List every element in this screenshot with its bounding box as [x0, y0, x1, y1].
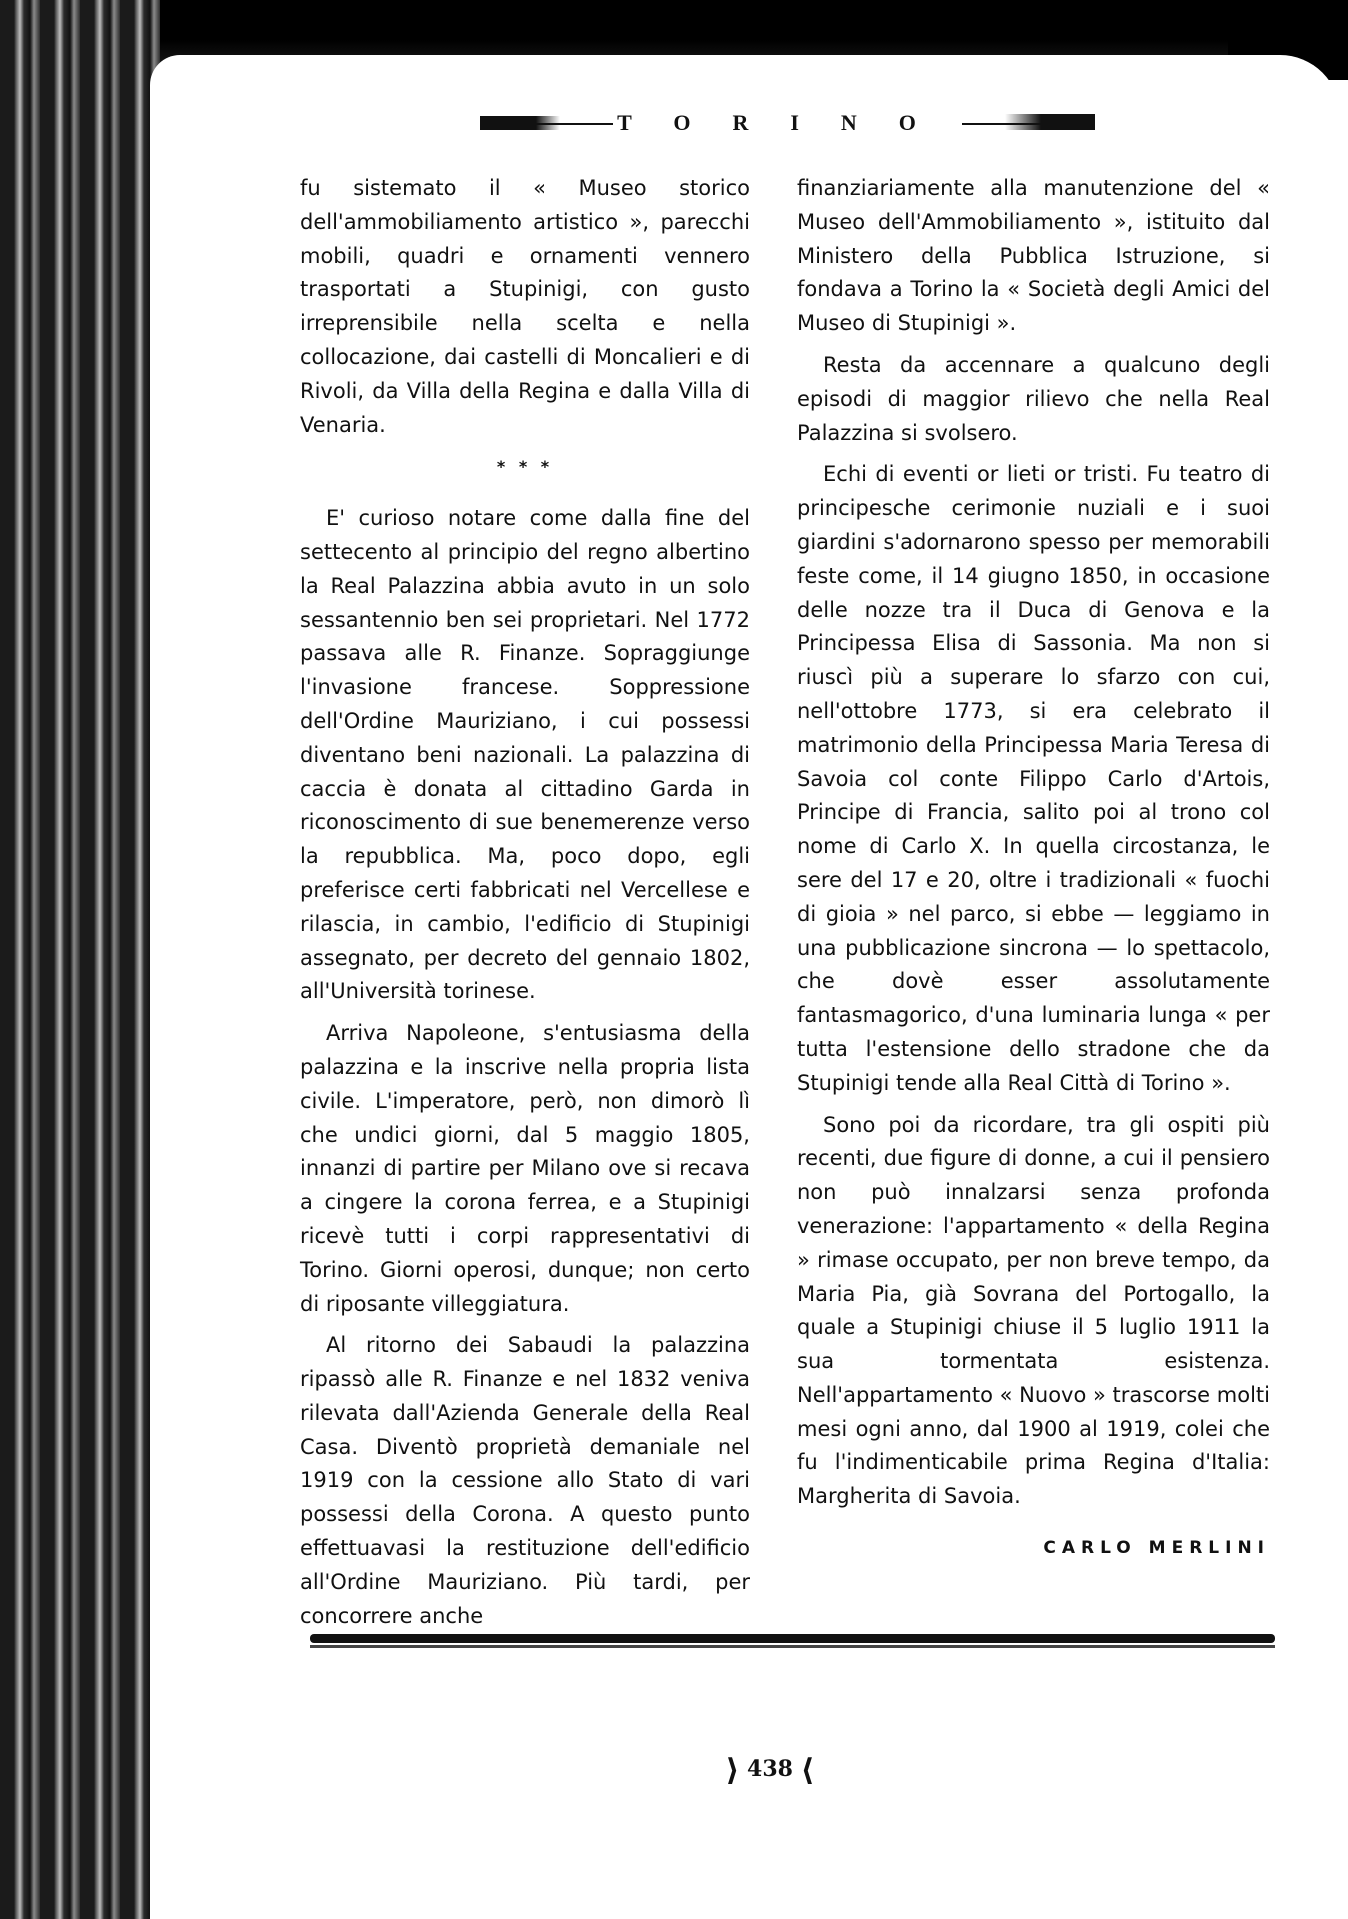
paragraph: E' curioso notare come dalla fine del settecento al principio del regno albertino la Real Palazzina abbia avuto in un solo sessantennio ben sei proprietari. Nel 1772 passava alle R. Finanze. Sopraggiunge l'invasione francese. Soppressione dell'Ordine Mauriziano, i cui possessi diventano beni nazionali. La palazzina di caccia è donata al cittadino Garda in riconoscimento di sue benemerenze verso la repubblica. Ma, poco dopo, egli preferisce certi fabbricati nel Vercellese e rilascia, in cambio, l'edificio di Stupinigi assegnato, per decreto del gennaio 1802, all'Università torinese.	[300, 506, 750, 1004]
section-separator: * * *	[496, 457, 554, 477]
page-number	[720, 1753, 820, 1788]
paragraph: Arriva Napoleone, s'entusiasma della palazzina e la inscrive nella propria lista civile. L'imperatore, però, non dimorò lì che undici giorni, dal 5 maggio 1805, innanzi di partire per Milano ove si recava a cingere la corona ferrea, e a Stupinigi ricevè tutti i corpi rappresentativi di Torino. Giorni operosi, dunque; non certo di riposante villeggiatura.	[300, 1021, 750, 1316]
author-signature: CARLO MERLINI	[1043, 1538, 1270, 1559]
left-column	[300, 172, 750, 1633]
left-bracket-icon: ⟩	[725, 1753, 740, 1788]
paragraph: Resta da accennare a qualcuno degli episodi di maggior rilievo che nella Real Palazzina si svolsero.	[797, 352, 1270, 445]
footer-rule	[310, 1634, 1275, 1648]
paragraph: fu sistemato il « Museo storico dell'ammobiliamento artistico », parecchi mobili, quadri e ornamenti vennero trasportati a Stupinigi, con gusto irreprensibile nella scelta e nella collocazione, dai castelli di Moncalieri e di Rivoli, da Villa della Regina e dalla Villa di Venaria.	[300, 176, 750, 437]
paragraph: Al ritorno dei Sabaudi la palazzina ripassò alle R. Finanze e nel 1832 veniva rilevata dall'Azienda Generale della Real Casa. Diventò proprietà demaniale nel 1919 con la cessione allo Stato di vari possessi della Corona. A questo punto effettuavasi la restituzione dell'edificio all'Ordine Mauriziano. Più tardi, per concorrere anche	[300, 1333, 750, 1628]
right-bracket-icon: ⟨	[800, 1753, 815, 1788]
header-title: TORINO	[613, 110, 962, 135]
page-number-value: 438	[747, 1756, 793, 1782]
right-column	[797, 172, 1270, 1566]
paragraph: Echi di eventi or lieti or tristi. Fu teatro di principesche cerimonie nuziali e i suoi giardini s'adornarono spesso per memorabili feste come, il 14 giugno 1850, in occasione delle nozze tra il Duca di Genova e la Principessa Elisa di Sassonia. Ma non si riuscì più a superare lo sfarzo con cui, nell'ottobre 1773, si era celebrato il matrimonio della Principessa Maria Teresa di Savoia col conte Filippo Carlo d'Artois, Principe di Francia, salito poi al trono col nome di Carlo X. In quella circostanza, le sere del 17 e 20, oltre i tradizionali « fuochi di gioia » nel parco, si ebbe — leggiamo in una pubblicazione sincrona — lo spettacolo, che dovè esser assolutamente fantasmagorico, d'una luminaria lunga « per tutta l'estensione dello stradone che da Stupinigi tende alla Real Città di Torino ».	[797, 462, 1270, 1095]
paragraph: Sono poi da ricordare, tra gli ospiti più recenti, due figure di donne, a cui il pensiero non può innalzarsi senza profonda venerazione: l'appartamento « della Regina » rimase occupato, per non breve tempo, da Maria Pia, già Sovrana del Portogallo, la quale a Stupinigi chiuse il 5 luglio 1911 la sua tormentata esistenza. Nell'appartamento « Nuovo » trascorse molti mesi ogni anno, dal 1900 al 1919, colei che fu l'indimenticabile prima Regina d'Italia: Margherita di Savoia.	[797, 1112, 1270, 1509]
scan-page-stack	[0, 0, 160, 1919]
paragraph: finanziariamente alla manutenzione del « Museo dell'Ammobiliamento », istituito dal Ministero della Pubblica Istruzione, si fondava a Torino la « Società degli Amici del Museo di Stupinigi ».	[797, 176, 1270, 336]
running-header	[480, 112, 1095, 134]
